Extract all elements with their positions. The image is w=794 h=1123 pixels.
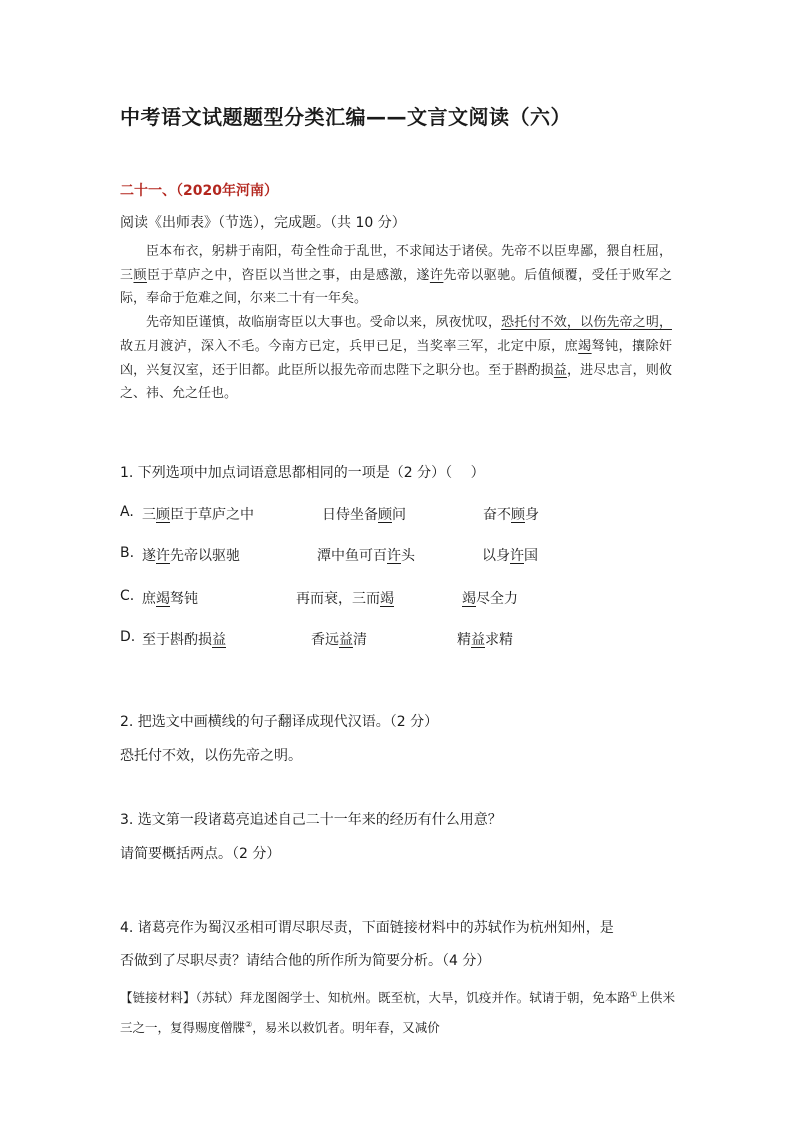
linked-material: 【链接材料】（苏轼）拜龙图阁学士、知杭州。既至杭，大旱，饥疫并作。轼请于朝，免本路①上供米三之一，复得赐度僧牒②，易米以救饥者。明年春，又减价 [120,990,675,1036]
option-a-label: A. [120,504,134,520]
option-b-label: B. [120,545,135,561]
option-a-choice-1: 三顾臣于草庐之中 [142,507,254,523]
underlined-sentence: 恐托付不效，以伤先帝之明， [501,315,672,331]
option-c-choice-3: 竭尽全力 [462,591,518,607]
option-d-choice-3: 精益求精 [457,632,513,648]
question-2-sentence: 恐托付不效，以伤先帝之明。 [120,748,302,764]
option-d-choice-2: 香远益清 [311,632,367,648]
option-d-label: D. [120,629,136,645]
passage [120,240,672,406]
option-a-choice-2: 日侍坐备顾问 [322,507,406,523]
question-1-stem: 1. 下列选项中加点词语意思都相同的一项是（2 分）（ ） [120,465,485,481]
option-b-choice-3: 以身许国 [482,548,538,564]
underlined-word: 竭 [578,338,592,354]
footnote-marker: ① [630,990,638,999]
page-title: 中考语文试题题型分类汇编——文言文阅读（六） [120,105,571,129]
question-4-line-2: 否做到了尽职尽责？请结合他的所作所为简要分析。（4 分） [120,953,491,969]
option-d-choice-1: 至于斟酌损益 [142,632,226,648]
question-3-line-2: 请简要概括两点。（2 分） [120,846,281,862]
underlined-word: 益 [553,362,567,378]
question-3-stem: 3. 选文第一段诸葛亮追述自己二十一年来的经历有什么用意？ [120,812,502,828]
question-2-stem: 2. 把选文中画横线的句子翻译成现代汉语。（2 分） [120,714,439,730]
option-b-choice-2: 潭中鱼可百许头 [317,548,415,564]
option-c-label: C. [120,588,135,604]
underlined-word: 许 [429,267,444,283]
passage-paragraph-2: 先帝知臣谨慎，故临崩寄臣以大事也。受命以来，夙夜忧叹，恐托付不效，以伤先帝之明，故五月渡泸，深入不毛。今南方已定，兵甲已足，当奖率三军，北定中原，庶竭驽钝，攘除奸凶，兴复汉室，还于旧都。此臣所以报先帝而忠陛下之职分也。至于斟酌损益，进尽忠言，则攸之、祎、允之任也。 [120,315,672,402]
option-a-choice-3: 奋不顾身 [483,507,539,523]
section-heading: 二十一、（2020年河南） [120,183,278,199]
question-4-line-1: 4. 诸葛亮作为蜀汉丞相可谓尽职尽责，下面链接材料中的苏轼作为杭州知州，是 [120,920,614,936]
option-c-choice-2: 再而衰，三而竭 [296,591,394,607]
section-intro: 阅读《出师表》（节选），完成题。（共 10 分） [120,215,406,231]
passage-paragraph-1: 臣本布衣，躬耕于南阳，苟全性命于乱世，不求闻达于诸侯。先帝不以臣卑鄙，猥自枉屈，三顾臣于草庐之中，咨臣以当世之事，由是感激，遂许先帝以驱驰。后值倾覆，受任于败军之际，奉命于危难之间，尔来二十有一年矣。 [120,244,672,307]
underlined-word: 顾 [133,267,147,283]
option-c-choice-1: 庶竭驽钝 [142,591,198,607]
footnote-marker: ② [245,1020,253,1030]
option-b-choice-1: 遂许先帝以驱驰 [142,548,240,564]
